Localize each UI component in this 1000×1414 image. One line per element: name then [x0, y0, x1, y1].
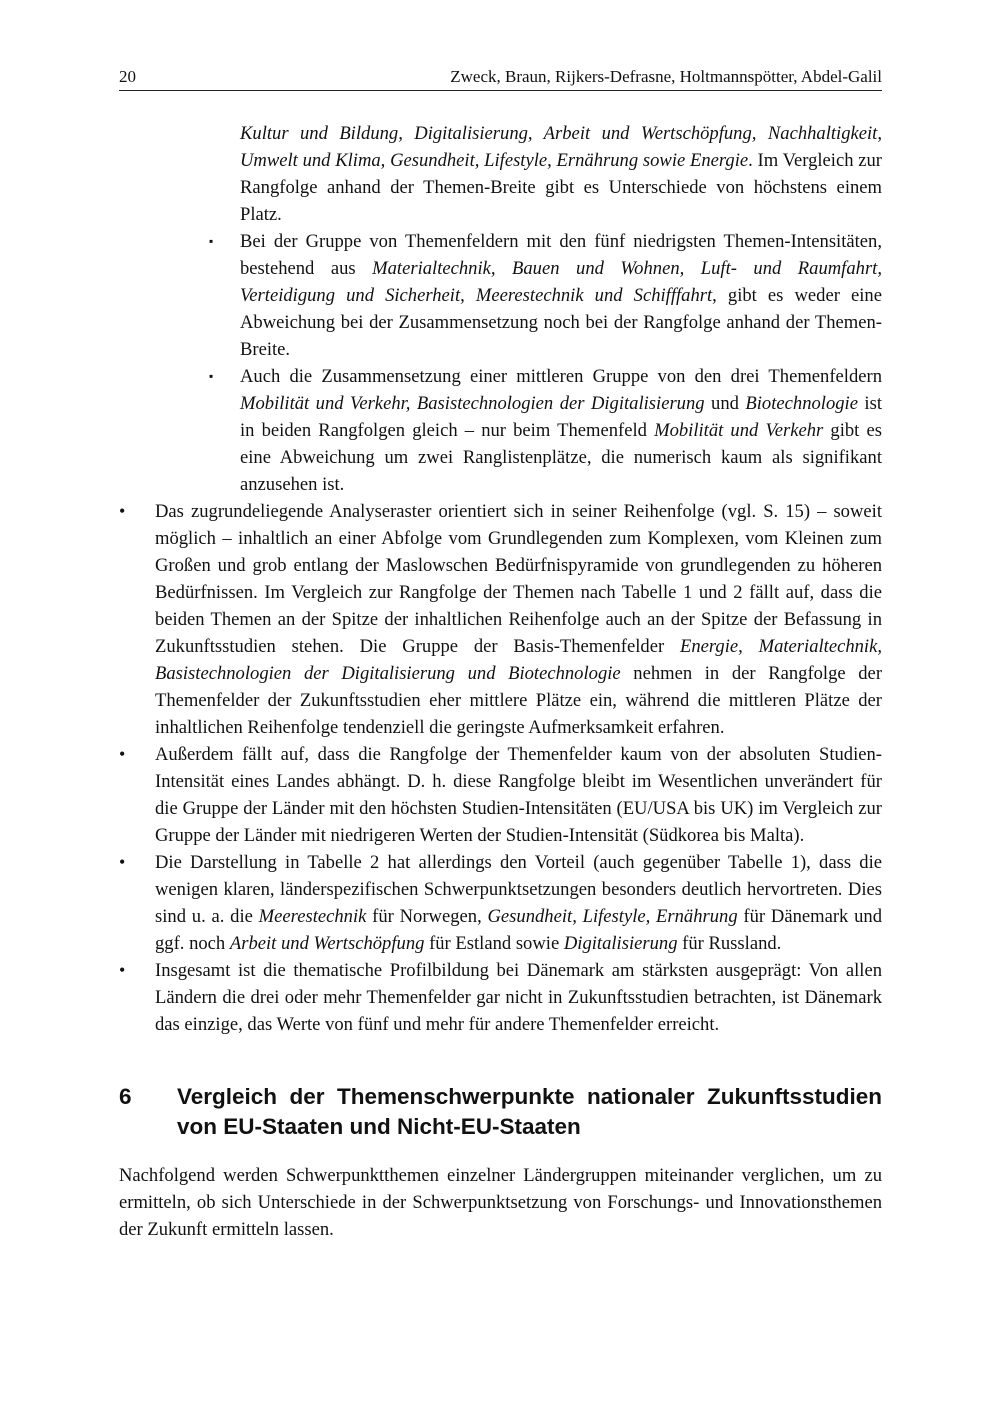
italic-run: Biotechnologie	[745, 393, 858, 414]
text-run: Bei der Gruppe von Themenfeldern mit den fünf niedrigsten Themen-Intensitäten, bestehend aus	[240, 231, 882, 279]
text-run: Insgesamt ist die thematische Profilbildung bei Dänemark am stärksten ausgeprägt: Von allen Ländern die drei oder mehr Themenfelder gar nicht in Zukunftsstudien betrachten, ist Dänemark das einzige, das Werte von fünf und mehr für andere Themenfelder erreicht.	[155, 960, 882, 1035]
italic-run: Gesundheit, Lifestyle, Ernährung	[487, 906, 738, 927]
text-run: für Norwegen,	[366, 906, 488, 927]
bullet-text	[155, 957, 882, 1038]
continued-paragraph	[240, 120, 882, 228]
intro-paragraph: Nachfolgend werden Schwerpunktthemen einzelner Ländergruppen miteinander verglichen, um zu ermitteln, ob sich Unterschiede in der Schwerpunktsetzung von Forschungs- und Innovationsthemen der Zukunft ermitteln lassen.	[119, 1165, 882, 1240]
text-run: . Im Vergleich zur Rangfolge anhand der Themen-Breite gibt es Unterschiede von höchstens einem Platz.	[240, 150, 882, 225]
section-title: Vergleich der Themenschwerpunkte nationaler Zukunftsstudien von EU-Staaten und Nicht-EU-Staaten	[177, 1084, 882, 1139]
text-run: Die Darstellung in Tabelle 2 hat allerdings den Vorteil (auch gegenüber Tabelle 1), dass die wenigen klaren, länderspezifischen Schwerpunktsetzungen besonders deutlich hervortreten. Dies sind u. a. die	[155, 852, 882, 927]
text-run: für Estland sowie	[424, 933, 564, 954]
italic-run: Mobilität und Verkehr, Basistechnologien der Digitalisierung	[240, 393, 705, 414]
body-text	[119, 120, 882, 1243]
page-number: 20	[119, 67, 136, 86]
sub-bullet-text	[240, 363, 882, 498]
running-header	[119, 66, 882, 91]
text-run: für Dänemark und ggf. noch	[155, 906, 882, 954]
text-run: Auch die Zusammensetzung einer mittleren Gruppe von den drei Themenfeldern	[240, 366, 882, 387]
round-bullet-icon: •	[119, 852, 126, 872]
section-number: 6	[119, 1084, 132, 1109]
text-run: nehmen in der Rangfolge der Themenfelder der Zukunftsstudien eher mittlere Plätze ein, während die mittleren Plätze der inhaltlichen Reihenfolge tendenziell die geringste Aufmerksamkeit erfahren.	[155, 663, 883, 738]
sub-bullet-item	[209, 228, 882, 363]
round-bullet-icon: •	[119, 744, 126, 764]
bullet-text	[155, 849, 882, 957]
bullet-item	[119, 957, 882, 1038]
italic-run: Meerestechnik	[258, 906, 367, 927]
italic-run: Mobilität und Verkehr	[654, 420, 824, 441]
italic-run: Energie, Materialtechnik, Basistechnologien der Digitalisierung und Biotechnologie	[155, 636, 882, 684]
square-bullet-icon: ▪	[209, 234, 214, 248]
text-run: Das zugrundeliegende Analyseraster orientiert sich in seiner Reihenfolge (vgl. S. 15) – soweit möglich – inhaltlich an einer Abfolge vom Grundlegenden zum Komplexen, vom Kleinen zum Großen und grob entlang der Maslowschen Bedürfnispyramide von grundlegenden zu höheren Bedürfnissen. Im Vergleich zur Rangfolge der Themen nach Tabelle 1 und 2 fällt auf, dass die beiden Themen an der Spitze der inhaltlichen Reihenfolge auch an der Spitze der Befassung in Zukunftsstudien stehen. Die Gruppe der Basis-Themenfelder	[155, 501, 882, 657]
text-run: gibt es eine Abweichung um zwei Ranglistenplätze, die numerisch kaum als signifikant anzusehen ist.	[240, 420, 882, 495]
italic-run: Materialtechnik, Bauen und Wohnen, Luft- und Raumfahrt, Verteidigung und Sicherheit, Meerestechnik und Schifffahrt	[240, 258, 882, 306]
bullet-item	[119, 498, 883, 741]
text-run: und	[704, 393, 746, 414]
italic-run: Arbeit und Wertschöpfung	[229, 933, 425, 954]
bullet-text	[155, 498, 882, 741]
text-run: ist in beiden Rangfolgen gleich – nur beim Themenfeld	[240, 393, 882, 441]
italic-run: Digitalisierung	[563, 933, 678, 954]
header-authors: Zweck, Braun, Rijkers-Defrasne, Holtmannspötter, Abdel-Galil	[450, 67, 882, 86]
bullet-item	[119, 849, 882, 957]
round-bullet-icon: •	[119, 960, 126, 980]
sub-bullet-text	[240, 228, 882, 363]
round-bullet-icon: •	[119, 501, 126, 521]
italic-run: Kultur und Bildung, Digitalisierung, Arbeit und Wertschöpfung, Nachhaltigkeit, Umwelt und Klima, Gesundheit, Lifestyle, Ernährung sowie Energie	[240, 123, 882, 171]
bullet-item	[119, 741, 882, 849]
sub-bullet-item	[209, 363, 882, 498]
square-bullet-icon: ▪	[209, 369, 214, 383]
bullet-text	[155, 741, 882, 849]
text-run: für Russland.	[677, 933, 782, 954]
text-run: Außerdem fällt auf, dass die Rangfolge der Themenfelder kaum von der absoluten Studien-Intensität eines Landes abhängt. D. h. diese Rangfolge bleibt im Wesentlichen unverändert für die Gruppe der Länder mit den höchsten Studien-Intensitäten (EU/USA bis UK) im Vergleich zur Gruppe der Länder mit niedrigeren Werten der Studien-Intensität (Südkorea bis Malta).	[155, 744, 882, 846]
text-run: , gibt es weder eine Abweichung bei der Zusammensetzung noch bei der Rangfolge anhand der Themen-Breite.	[240, 285, 882, 360]
section-heading	[119, 1082, 882, 1142]
